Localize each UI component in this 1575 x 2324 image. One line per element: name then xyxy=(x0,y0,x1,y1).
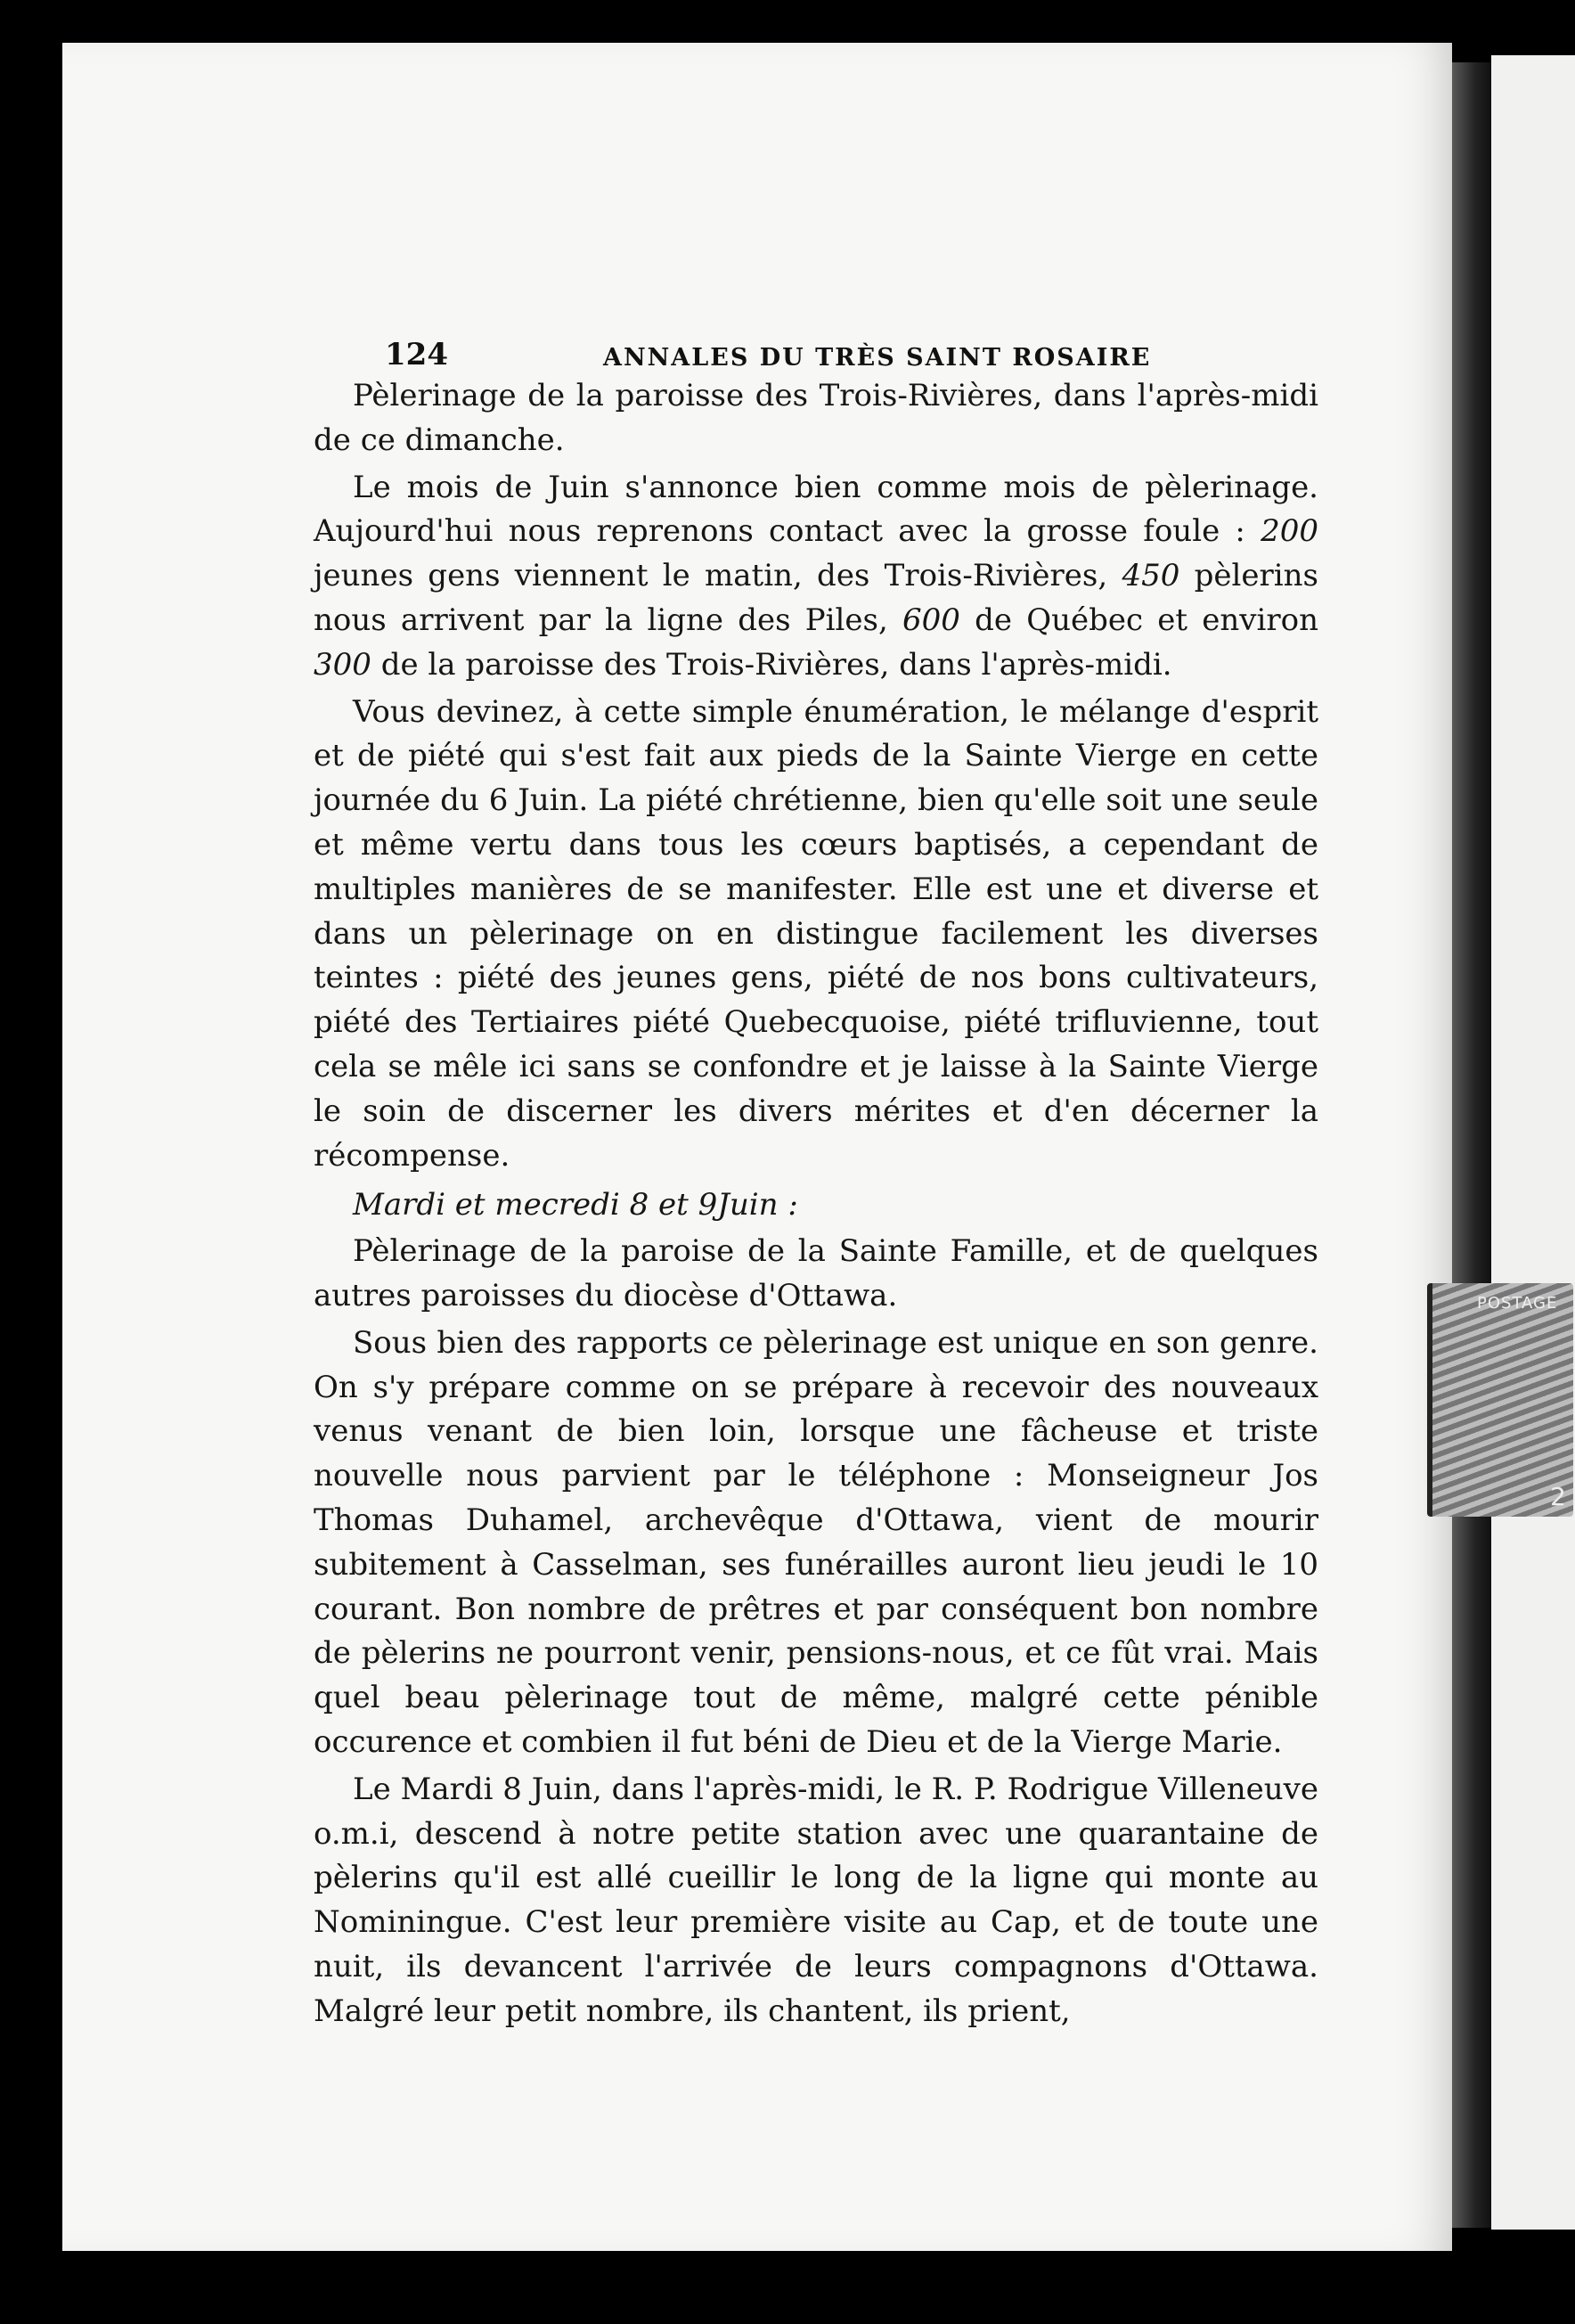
text-run: pèlerins nous arrivent par la ligne des Piles, xyxy=(314,558,1318,638)
running-title: ANNALES DU TRÈS SAINT ROSAIRE xyxy=(603,344,1152,372)
postage-stamp-image xyxy=(1427,1283,1573,1517)
stamp-text: POSTAGE xyxy=(1477,1294,1558,1313)
italic-number: 300 xyxy=(314,646,371,683)
paragraph: Le Mardi 8 Juin, dans l'après-midi, le R. P. Rodrigue Villeneuve o.m.i, descend à notre petite station avec une quarantaine de pèlerins qu'il est allé cueillir le long de la ligne qui monte au Nominingue. C'est leur première visite au Cap, et de toute une nuit, ils devancent l'arrivée de leurs compagnons d'Ottawa. Malgré leur petit nombre, ils chantent, ils prient, xyxy=(314,1771,1318,2029)
text-run: de Québec et environ xyxy=(959,601,1318,638)
italic-number: 200 xyxy=(1261,513,1318,550)
text-run: Le mois de Juin s'annonce bien comme mois de pèlerinage. Aujourd'hui nous reprenons contact avec la grosse foule : xyxy=(314,469,1318,550)
facing-page-edge xyxy=(1491,55,1575,2230)
text-run: de la paroisse des Trois-Rivières, dans l'après-midi. xyxy=(371,646,1172,683)
paragraph: Pèlerinage de la paroise de la Sainte Famille, et de quelques autres paroisses du diocèse d'Ottawa. xyxy=(314,1233,1318,1313)
page-number: 124 xyxy=(385,337,448,372)
paragraph xyxy=(314,466,1318,688)
binding-shadow xyxy=(1452,62,1491,2228)
paragraph: Pèlerinage de la paroisse des Trois-Rivières, dans l'après-midi de ce dimanche. xyxy=(314,378,1318,458)
body-text xyxy=(314,374,1318,2036)
italic-number: 450 xyxy=(1122,558,1180,594)
italic-number: 600 xyxy=(902,601,960,638)
text-run: jeunes gens viennent le matin, des Trois-Rivières, xyxy=(314,558,1122,594)
paragraph: Sous bien des rapports ce pèlerinage est unique en son genre. On s'y prépare comme on se prépare à recevoir des nouveaux venus venant de bien loin, lorsque une fâcheuse et triste nouvelle nous parvient par le téléphone : Monseigneur Jos Thomas Duhamel, archevêque d'Ottawa, vient de mourir subitement à Casselman, ses funérailles auront lieu jeudi le 10 courant. Bon nombre de prêtres et par conséquent bon nombre de pèlerins ne pourront venir, pensions-nous, et ce fût vrai. Mais quel beau pèlerinage tout de même, malgré cette pénible occurence et combien il fut béni de Dieu et de la Vierge Marie. xyxy=(314,1324,1318,1760)
stamp-value: 2 xyxy=(1550,1482,1566,1511)
paragraph: Vous devinez, à cette simple énumération, le mélange d'esprit et de piété qui s'est fait aux pieds de la Sainte Vierge en cette journée du 6 Juin. La piété chrétienne, bien qu'elle soit une seule et même vertu dans tous les cœurs baptisés, a cependant de multiples manières de se manifester. Elle est une et diverse et dans un pèlerinage on en distingue facilement les diverses teintes : piété des jeunes gens, piété de nos bons cultivateurs, piété des Tertiaires piété Quebecquoise, piété trifluvienne, tout cela se mêle ici sans se confondre et je laisse à la Sainte Vierge le soin de discerner les divers mérites et d'en décerner la récompense. xyxy=(314,693,1318,1174)
dateline: Mardi et mecredi 8 et 9Juin : xyxy=(353,1187,798,1223)
